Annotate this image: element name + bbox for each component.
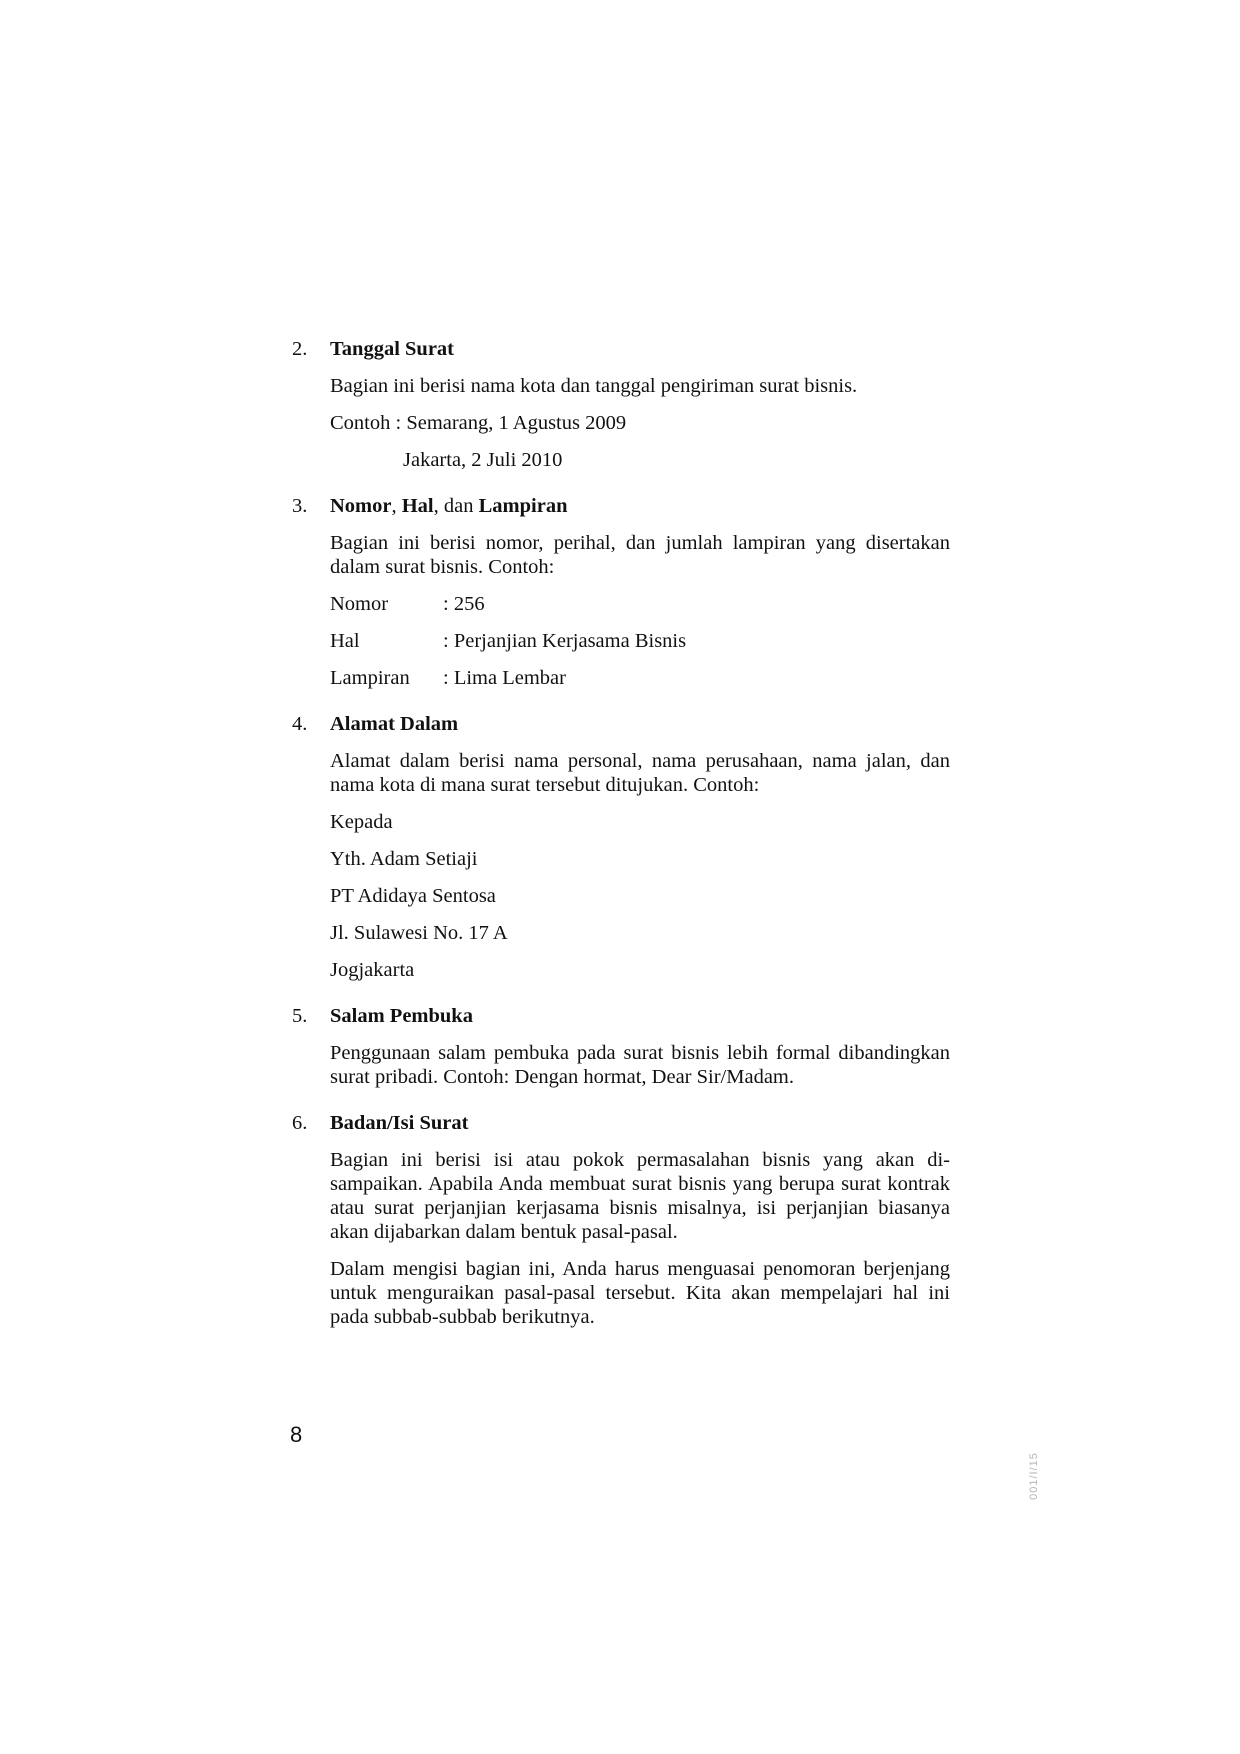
field-key: Lampiran xyxy=(330,667,410,689)
example-line: Contoh : Semarang, 1 Agustus 2009 xyxy=(330,412,627,434)
section-badan-isi-surat xyxy=(290,1111,950,1329)
heading-separator: , dan xyxy=(433,495,479,517)
page-number: 8 xyxy=(290,1422,303,1447)
heading-part-lampiran: Lampiran xyxy=(478,495,568,517)
heading-part-nomor: Nomor xyxy=(330,495,392,517)
section-heading: Alamat Dalam xyxy=(330,713,459,735)
section-description: Bagian ini berisi nomor, perihal, dan jumlah lampiran yang disertakan dalam surat bisnis. Contoh: xyxy=(330,532,950,578)
section-salam-pembuka xyxy=(290,1004,950,1089)
address-line: Kepada xyxy=(330,811,393,833)
section-number: 5. xyxy=(292,1005,308,1027)
section-nomor-hal-lampiran xyxy=(290,494,950,690)
field-row xyxy=(330,666,950,690)
section-number: 2. xyxy=(292,338,308,360)
field-value: : Perjanjian Kerjasama Bisnis xyxy=(443,630,687,652)
field-value: : 256 xyxy=(443,593,485,615)
heading-separator: , xyxy=(391,495,402,517)
section-heading: Tanggal Surat xyxy=(330,338,454,360)
section-tanggal-surat xyxy=(290,337,950,472)
section-paragraph: Bagian ini berisi isi atau pokok permasalahan bisnis yang akan disampaikan. Apabila Anda membuat surat bisnis yang berupa surat kontrak atau surat perjanjian kerjasama bisnis misalnya, isi perjanjian biasanya akan dijabarkan dalam bentuk pasal-pasal. xyxy=(330,1149,950,1243)
address-line: Jl. Sulawesi No. 17 A xyxy=(330,922,508,944)
field-key: Hal xyxy=(330,630,360,652)
field-key: Nomor xyxy=(330,593,389,615)
field-row xyxy=(330,592,950,616)
example-line: Jakarta, 2 Juli 2010 xyxy=(403,449,563,471)
section-description: Alamat dalam berisi nama personal, nama perusahaan, nama jalan, dan nama kota di mana surat tersebut ditujukan. Contoh: xyxy=(330,750,950,796)
section-heading xyxy=(330,494,950,518)
section-description: Penggunaan salam pembuka pada surat bisnis lebih formal dibandingkan surat pribadi. Contoh: Dengan hormat, Dear Sir/Madam. xyxy=(330,1042,950,1088)
section-heading: Salam Pembuka xyxy=(330,1005,473,1027)
section-description: Bagian ini berisi nama kota dan tanggal pengiriman surat bisnis. xyxy=(330,375,858,397)
section-number: 4. xyxy=(292,713,308,735)
field-row xyxy=(330,629,950,653)
section-paragraph: Dalam mengisi bagian ini, Anda harus menguasai penomoran berjenjang untuk menguraikan pasal-pasal tersebut. Kita akan mempelajari hal ini pada subbab-subbab berikutnya. xyxy=(330,1258,950,1328)
section-number: 6. xyxy=(292,1112,308,1134)
section-alamat-dalam xyxy=(290,712,950,982)
address-line: PT Adidaya Sentosa xyxy=(330,885,496,907)
page-content xyxy=(290,337,950,1351)
field-value: : Lima Lembar xyxy=(443,667,566,689)
address-line: Jogjakarta xyxy=(330,959,415,981)
section-heading: Badan/Isi Surat xyxy=(330,1112,469,1134)
section-number: 3. xyxy=(292,495,308,517)
address-line: Yth. Adam Setiaji xyxy=(330,848,478,870)
print-stamp: 001/I/15 xyxy=(1027,1452,1040,1500)
heading-part-hal: Hal xyxy=(401,495,434,517)
